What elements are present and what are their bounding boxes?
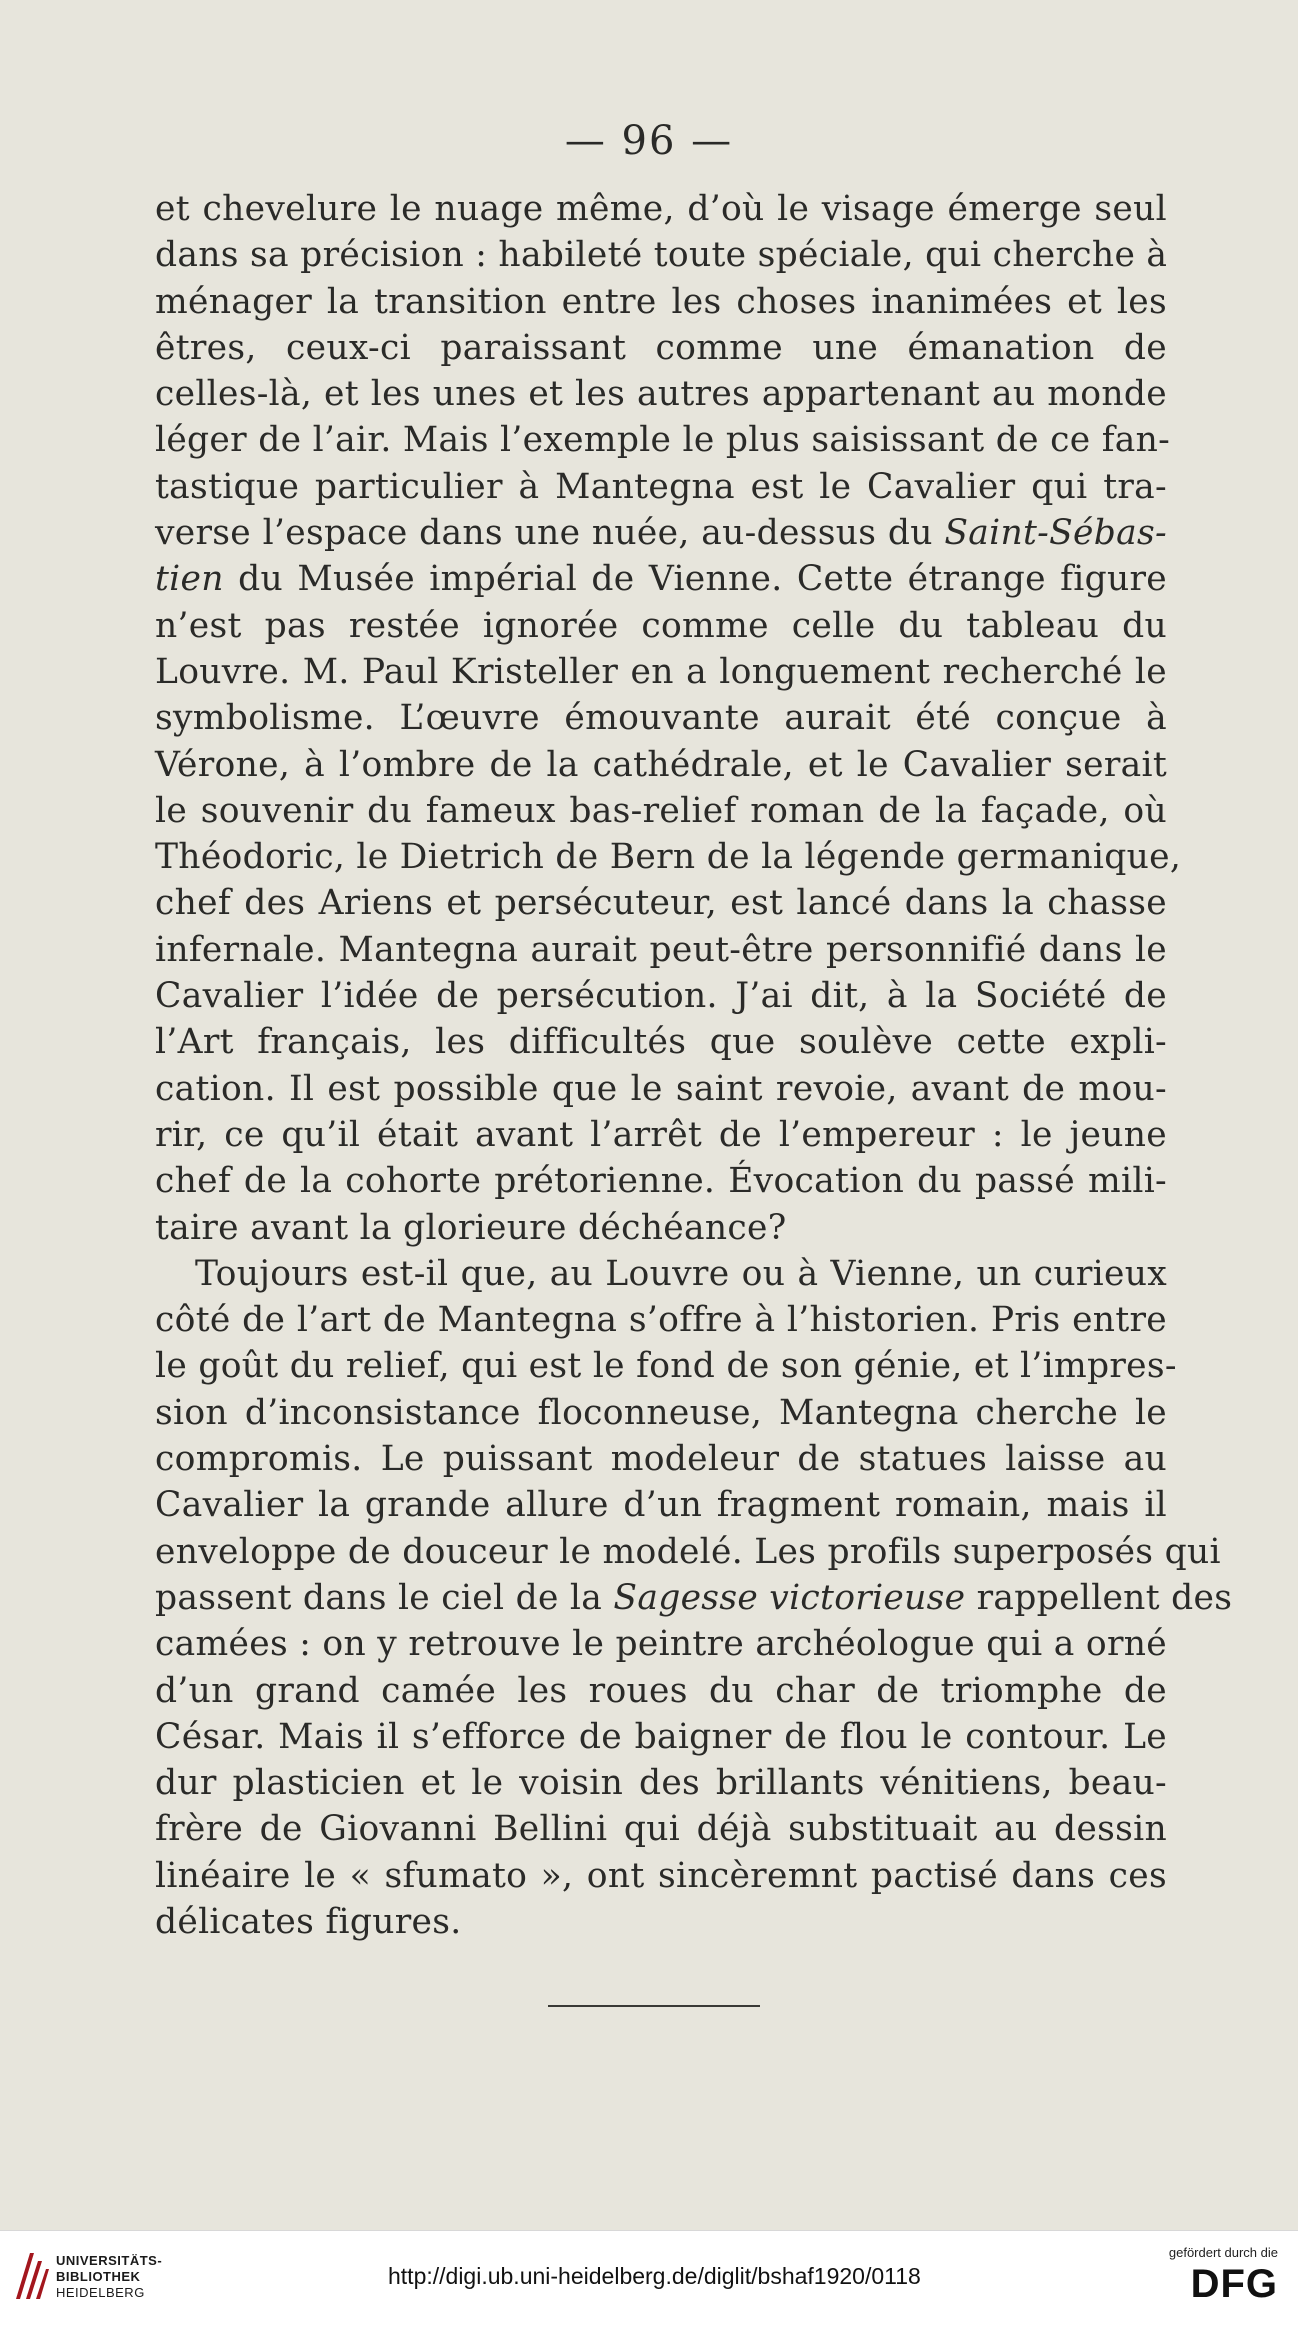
paragraph-1 (155, 186, 1182, 1251)
text-segment: verse l’espace dans une nuée, au-dessus du (155, 513, 945, 554)
text-line: taire avant la glorieure déchéance? (155, 1207, 787, 1248)
funding-notice (1138, 2245, 1278, 2307)
text-line: infernale. Mantegna aurait peut-être personnifié dans le (155, 929, 1167, 970)
text-line: ménager la transition entre les choses inanimées et les (155, 281, 1167, 322)
text-line: Toujours est-il que, au Louvre ou à Vienne, un curieux (195, 1253, 1167, 1294)
text-segment: rappellent des (965, 1577, 1233, 1618)
text-line: chef de la cohorte prétorienne. Évocation du passé mili- (155, 1161, 1167, 1202)
text-line: Cavalier la grande allure d’un fragment romain, mais il (155, 1485, 1167, 1526)
text-line: d’un grand camée les roues du char de triomphe de (155, 1670, 1167, 1711)
text-segment: du Musée impérial de Vienne. Cette étrange figure (223, 559, 1167, 600)
italic-title: tien (155, 559, 224, 600)
italic-title: Sagesse victorieuse (613, 1577, 966, 1618)
text-line: et chevelure le nuage même, d’où le visage émerge seul (155, 189, 1167, 229)
text-line: camées : on y retrouve le peintre archéologue qui a orné (155, 1624, 1167, 1665)
dfg-logo: DFG (1190, 2262, 1278, 2306)
text-line: dur plasticien et le voisin des brillants vénitiens, beau- (155, 1763, 1167, 1804)
text-line: César. Mais il s’efforce de baigner de flou le contour. Le (155, 1716, 1167, 1757)
paragraph-2 (155, 1251, 1233, 1945)
footnote-rule (548, 2005, 760, 2007)
text-line: Vérone, à l’ombre de la cathédrale, et le Cavalier serait (155, 744, 1167, 785)
text-line: dans sa précision : habileté toute spéciale, qui cherche à (155, 235, 1168, 276)
text-line: sion d’inconsistance floconneuse, Mantegna cherche le (155, 1392, 1167, 1433)
text-line (155, 1575, 1233, 1621)
text-line: êtres, ceux-ci paraissant comme une émanation de (155, 327, 1167, 368)
page-number: — 96 — (564, 118, 734, 164)
library-name-line: BIBLIOTHEK (56, 2269, 141, 2284)
text-line: délicates figures. (155, 1901, 462, 1942)
text-line: cation. Il est possible que le saint revoie, avant de mou- (155, 1068, 1167, 1109)
text-line (155, 556, 1167, 602)
text-line: celles-là, et les unes et les autres appartenant au monde (155, 374, 1167, 415)
text-line: Louvre. M. Paul Kristeller en a longuement recherché le (155, 651, 1167, 692)
funding-caption: gefördert durch die (1168, 2245, 1278, 2260)
body-text (155, 186, 1233, 1945)
text-line: compromis. Le puissant modeleur de statues laisse au (155, 1439, 1167, 1480)
text-line: côté de l’art de Mantegna s’offre à l’historien. Pris entre (155, 1300, 1167, 1341)
text-line: Théodoric, le Dietrich de Bern de la légende germanique, (155, 837, 1182, 878)
italic-title: Saint-Sébas- (944, 513, 1167, 554)
permalink-url[interactable]: http://digi.ub.uni-heidelberg.de/diglit/bshaf1920/0118 (388, 2263, 921, 2289)
university-library-logo-icon (12, 2249, 50, 2301)
text-line: tastique particulier à Mantegna est le Cavalier qui tra- (155, 466, 1167, 507)
text-line: chef des Ariens et persécuteur, est lancé dans la chasse (155, 883, 1167, 924)
text-line: symbolisme. L’œuvre émouvante aurait été conçue à (155, 698, 1167, 739)
text-line: enveloppe de douceur le modelé. Les profils superposés qui (155, 1531, 1221, 1572)
text-line (155, 510, 1167, 556)
text-line: Cavalier l’idée de persécution. J’ai dit, à la Société de (155, 976, 1167, 1017)
library-name-line: HEIDELBERG (56, 2285, 145, 2300)
text-line: n’est pas restée ignorée comme celle du tableau du (155, 605, 1167, 646)
text-line: le souvenir du fameux bas-relief roman de la façade, où (155, 790, 1167, 831)
library-name (56, 2253, 162, 2301)
text-line: rir, ce qu’il était avant l’arrêt de l’empereur : le jeune (155, 1114, 1167, 1155)
text-line: frère de Giovanni Bellini qui déjà substituait au dessin (155, 1809, 1167, 1850)
text-line: léger de l’air. Mais l’exemple le plus saisissant de ce fan- (155, 420, 1171, 461)
text-segment: passent dans le ciel de la (155, 1577, 614, 1618)
library-name-line: UNIVERSITÄTS- (56, 2253, 163, 2268)
text-line: linéaire le « sfumato », ont sincèremnt pactisé dans ces (155, 1855, 1167, 1896)
text-line: le goût du relief, qui est le fond de son génie, et l’impres- (155, 1346, 1177, 1387)
footer-bar (0, 2230, 1298, 2326)
text-line: l’Art français, les difficultés que soulève cette expli- (155, 1022, 1167, 1063)
